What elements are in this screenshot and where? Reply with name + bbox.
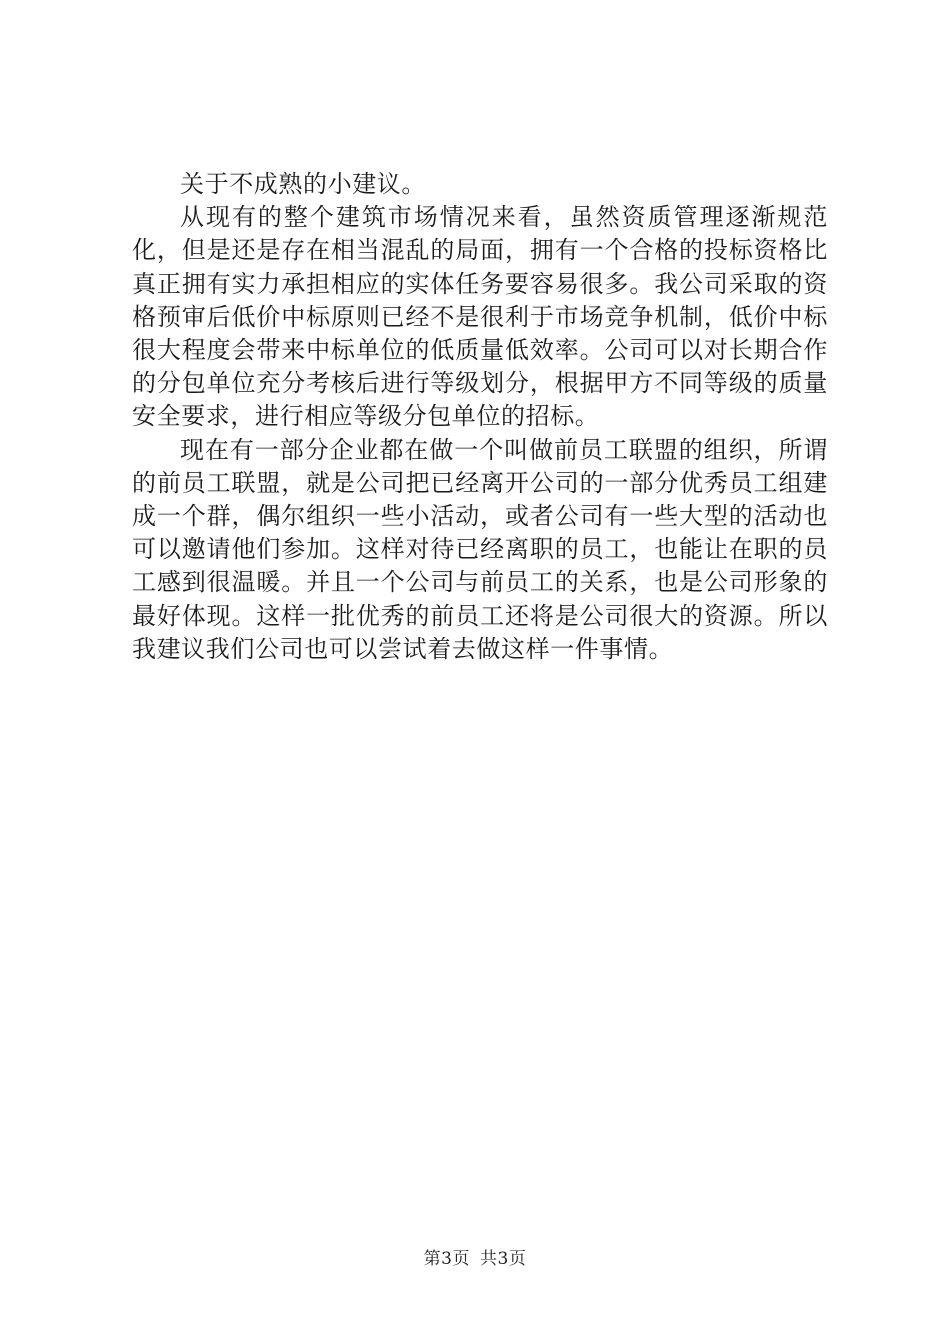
page-footer [0,1244,950,1269]
paragraph-alumni-suggestion: 现在有一部分企业都在做一个叫做前员工联盟的组织，所谓的前员工联盟，就是公司把已经离开公司的一部分优秀员工组建成一个群，偶尔组织一些小活动，或者公司有一些大型的活动也可以邀请他们参加。这样对待已经离职的员工，也能让在职的员工感到很温暖。并且一个公司与前员工的关系，也是公司形象的最好体现。这样一批优秀的前员工还将是公司很大的资源。所以我建议我们公司也可以尝试着去做这样一件事情。 [132,435,828,663]
paragraph-intro: 关于不成熟的小建议。 [180,170,426,198]
document-body [132,168,828,666]
page-number: 第3页 [423,1249,470,1269]
page-total: 共3页 [480,1249,527,1269]
paragraph-market-suggestion: 从现有的整个建筑市场情况来看，虽然资质管理逐渐规范化，但是还是存在相当混乱的局面，拥有一个合格的投标资格比真正拥有实力承担相应的实体任务要容易很多。我公司采取的资格预审后低价中标原则已经不是很利于市场竞争机制，低价中标很大程度会带来中标单位的低质量低效率。公司可以对长期合作的分包单位充分考核后进行等级划分，根据甲方不同等级的质量安全要求，进行相应等级分包单位的招标。 [132,203,828,431]
